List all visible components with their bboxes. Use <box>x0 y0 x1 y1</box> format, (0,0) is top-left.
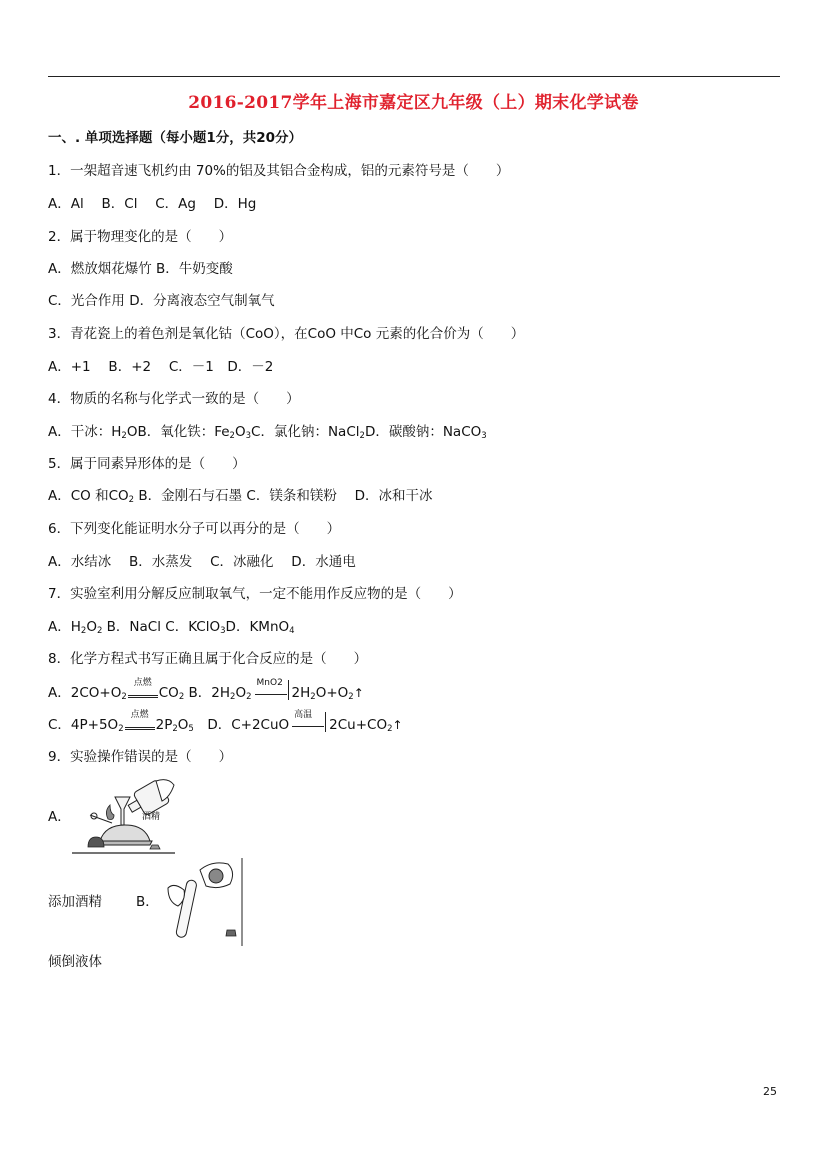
header-rule <box>48 76 780 77</box>
question-7-options: A．$H_2O_2$ B．NaCl C．KClO$_3$D．KMnO$_4$ <box>48 619 295 636</box>
question-9-option-a-label: A． <box>48 809 71 825</box>
question-1-stem: 1．一架超音速飞机约由 70%的铝及其铝合金构成，铝的元素符号是（ ） <box>48 163 510 179</box>
reaction-arrow: 点燃 <box>128 685 158 699</box>
question-8-stem: 8．化学方程式书写正确且属于化合反应的是（ ） <box>48 651 368 667</box>
question-5-stem: 5．属于同素异形体的是（ ） <box>48 456 246 472</box>
question-2-stem: 2．属于物理变化的是（ ） <box>48 229 233 245</box>
question-2-options-ab: A．燃放烟花爆竹 B．牛奶变酸 <box>48 261 233 277</box>
gas-up-arrow-icon: ↑ <box>392 718 403 732</box>
question-7-stem: 7．实验室利用分解反应制取氧气，一定不能用作反应物的是（ ） <box>48 586 462 602</box>
section-heading: 一、. 单项选择题（每小题1分，共20分） <box>48 130 303 146</box>
add-alcohol-figure <box>70 775 180 857</box>
question-3-options: A．+1 B．+2 C．－1 D．－2 <box>48 359 274 375</box>
page-title: 2016-2017学年上海市嘉定区九年级（上）期末化学试卷 <box>188 93 639 113</box>
question-6-options: A．水结冰 B．水蒸发 C．冰融化 D．水通电 <box>48 554 356 570</box>
question-8-options-ab: A．$2CO+O_2$ 点燃 $CO_2$ B．$2H_2O_2$ MnO2 $2H_2O+O_2↑$ <box>48 678 364 702</box>
question-2-options-cd: C．光合作用 D．分离液态空气制氧气 <box>48 293 275 309</box>
question-9-option-b-label: B． <box>136 894 159 910</box>
heat-arrow: 高温 <box>292 716 326 732</box>
question-8-options-cd: C．$4P+5O_2$ 点燃 $2P_2O_5$ D．C+2CuO 高温 $2Cu+CO_2↑$ <box>48 710 403 734</box>
question-1-options: A．Al B．Cl C．Ag D．Hg <box>48 196 257 212</box>
page-number: 25 <box>763 1085 777 1098</box>
gas-up-arrow-icon: ↑ <box>353 686 364 700</box>
question-6-stem: 6．下列变化能证明水分子可以再分的是（ ） <box>48 521 341 537</box>
question-3-stem: 3．青花瓷上的着色剂是氧化钴（CoO），在CoO 中Co 元素的化合价为（ ） <box>48 326 525 342</box>
question-9-option-a-caption: 添加酒精 <box>48 894 102 910</box>
pour-liquid-figure <box>160 856 246 948</box>
question-4-stem: 4．物质的名称与化学式一致的是（ ） <box>48 391 300 407</box>
reaction-arrow: 点燃 <box>125 717 155 731</box>
question-9-option-b-caption: 倾倒液体 <box>48 954 102 970</box>
question-5-options: A．CO 和$CO_2$ B．金刚石与石墨 C．镁条和镁粉 D．冰和干冰 <box>48 488 433 505</box>
question-4-options: A．干冰：$H_2OB$．氧化铁：$Fe_2O_3C$．氯化钠：NaCl$_2$D．碳酸钠：NaCO$_3$ <box>48 424 487 441</box>
catalyst-arrow: MnO2 <box>255 684 289 700</box>
question-9-stem: 9．实验操作错误的是（ ） <box>48 749 233 765</box>
bottle-label: 酒精 <box>142 812 161 822</box>
